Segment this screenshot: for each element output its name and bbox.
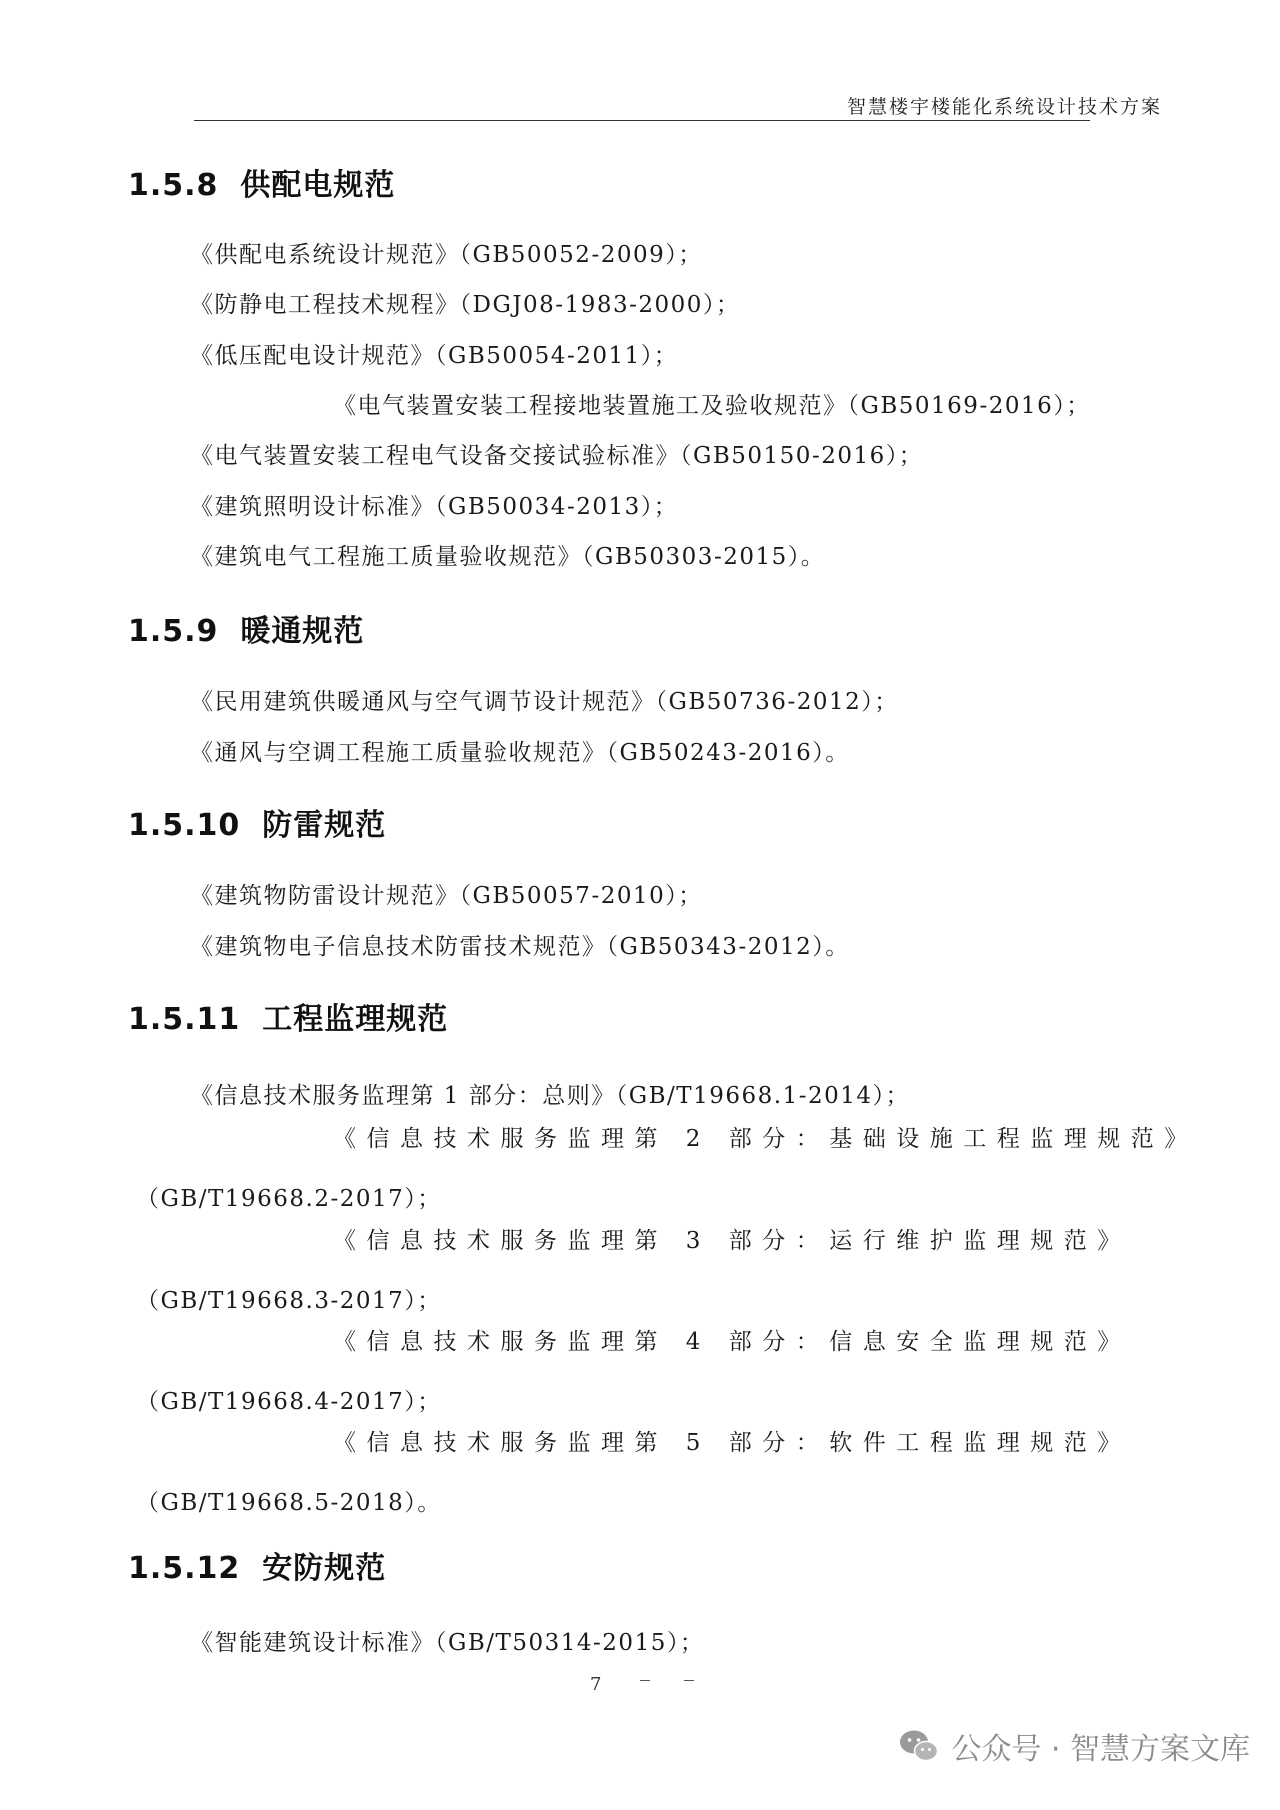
list-item: 《建筑电气工程施工质量验收规范》（GB50303-2015）。 [190,544,826,570]
section-number: 1.5.9 [128,614,219,649]
list-item: （GB/T19668.4-2017）； [136,1389,442,1415]
list-item: 《通风与空调工程施工质量验收规范》（GB50243-2016）。 [190,740,850,766]
list-item: （GB/T19668.3-2017）； [136,1288,442,1314]
list-item: （GB/T19668.5-2018）。 [136,1490,442,1516]
list-item: 《建筑物防雷设计规范》（GB50057-2010）； [190,883,703,909]
section-heading-1-5-11 [128,994,448,1038]
section-number: 1.5.11 [128,1002,241,1037]
section-title: 供配电规范 [240,168,396,203]
section-title: 防雷规范 [262,808,387,843]
list-item: 《信息技术服务监理第 3 部分：运行维护监理规范》 [333,1228,1131,1254]
section-number: 1.5.10 [128,808,241,843]
list-item: 《低压配电设计规范》（GB50054-2011）； [190,343,679,369]
list-item: 《电气装置安装工程接地装置施工及验收规范》（GB50169-2016）； [333,393,1091,419]
list-item: 《电气装置安装工程电气设备交接试验标准》（GB50150-2016）； [190,443,924,469]
section-heading-1-5-9 [128,606,364,650]
list-item: 《民用建筑供暖通风与空气调节设计规范》（GB50736-2012）； [190,689,899,715]
wechat-icon [899,1729,939,1763]
list-item: 《信息技术服务监理第 5 部分：软件工程监理规范》 [333,1430,1131,1456]
list-item: （GB/T19668.2-2017）； [136,1186,442,1212]
section-number: 1.5.12 [128,1551,241,1586]
list-item: 《信息技术服务监理第 2 部分：基础设施工程监理规范》 [333,1126,1198,1152]
list-item: 《建筑物电子信息技术防雷技术规范》（GB50343-2012）。 [190,934,850,960]
list-item: 《防静电工程技术规程》（DGJ08-1983-2000）； [190,292,741,318]
list-item: 《信息技术服务监理第 1 部分：总则》（GB/T19668.1-2014）； [190,1083,911,1109]
section-title: 工程监理规范 [262,1002,449,1037]
header-rule [194,120,1090,121]
watermark-text: 公众号 · 智慧方案文库 [951,1732,1250,1767]
page-number: 7 [590,1674,604,1695]
section-title: 安防规范 [262,1551,387,1586]
section-heading-1-5-10 [128,800,386,844]
list-item: 《信息技术服务监理第 4 部分：信息安全监理规范》 [333,1329,1131,1355]
list-item: 《智能建筑设计标准》（GB/T50314-2015）； [190,1630,705,1656]
section-number: 1.5.8 [128,168,219,203]
list-item: 《建筑照明设计标准》（GB50034-2013）； [190,494,679,520]
section-heading-1-5-12 [128,1543,386,1587]
section-title: 暖通规范 [240,614,365,649]
header-title: 智慧楼宇楼能化系统设计技术方案 [846,96,1162,118]
section-heading-1-5-8 [128,160,395,204]
watermark [899,1724,1250,1768]
footer-dash [684,1680,694,1681]
footer-dash [640,1680,650,1681]
list-item: 《供配电系统设计规范》（GB50052-2009）； [190,242,703,268]
